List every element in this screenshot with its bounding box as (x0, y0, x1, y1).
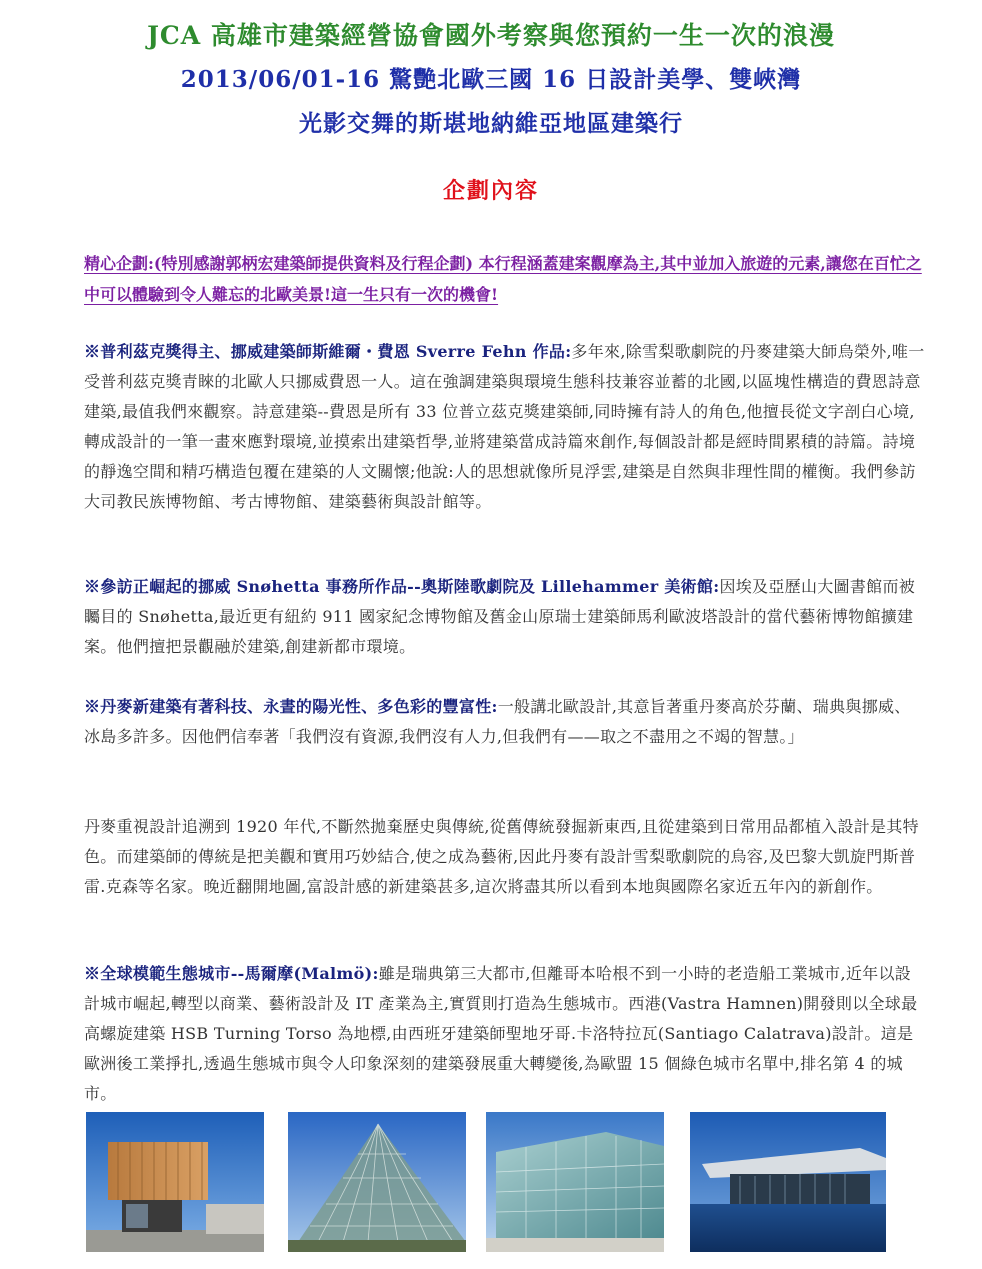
intro-paragraph: 精心企劃:(特別感謝郭柄宏建築師提供資料及行程企劃) 本行程涵蓋建案觀摩為主,其中並加入旅遊的元素,讓您在百忙之中可以體驗到令人難忘的北歐美景!這一生只有一次的機會! (84, 254, 922, 304)
paragraph-body: 一般講北歐設計,其意旨著重丹麥高於芬蘭、瑞典與挪威、冰島多許多。因他們信奉著「我們沒有資源,我們沒有人力,但我們有——取之不盡用之不竭的智慧。」 (84, 697, 911, 746)
photo-wood-museum (86, 1112, 264, 1252)
paragraph-fehn (84, 337, 926, 517)
paragraph-danish-design (84, 692, 926, 752)
paragraph-body: 雖是瑞典第三大都市,但離哥本哈根不到一小時的老造船工業城市,近年以設計城市崛起,轉型以商業、藝術設計及 IT 產業為主,實質則打造為生態城市。西港(Vastra Hamnen)開發則以全球最高螺旋建築 HSB Turning Torso 為地標,由西班牙建築師聖地牙哥.卡洛特拉瓦(Santiago Calatrava)設計。這是歐洲後工業掙扎,透過生態城市與令人印象深刻的建築發展重大轉變後,為歐盟 15 個綠色城市名單中,排名第 4 的城市。 (84, 964, 918, 1103)
title-line-3: 光影交舞的斯堪地納維亞地區建築行 (299, 110, 683, 137)
section-title: 企劃內容 (442, 178, 539, 204)
photo-strip (86, 1112, 886, 1252)
paragraph-lead: ※參訪正崛起的挪威 Snøhetta 事務所作品--奧斯陸歌劇院及 Lillehammer 美術館: (84, 577, 720, 596)
paragraph-snohetta (84, 572, 926, 662)
paragraph-body: 因埃及亞歷山大圖書館而被矚目的 Snøhetta,最近更有紐約 911 國家紀念博物館及舊金山原瑞士建築師馬利歐波塔設計的當代藝術博物館擴建案。他們擅把景觀融於建築,創建新都市環境。 (84, 577, 916, 656)
paragraph-lead: ※全球模範生態城市--馬爾摩(Malmö): (84, 964, 379, 983)
title-line-2: 2013/06/01-16 驚艷北歐三國 16 日設計美學、雙峽灣 (180, 66, 802, 93)
paragraph-body: 多年來,除雪梨歌劇院的丹麥建築大師烏榮外,唯一受普利茲克獎青睞的北歐人只挪威費恩一人。這在強調建築與環境生態科技兼容並蓄的北國,以區塊性構造的費恩詩意建築,最值我們來觀察。詩意建築--費恩是所有 33 位普立茲克獎建築師,同時擁有詩人的角色,他擅長從文字剖白心境,轉成設計的一筆一畫來應對環境,並摸索出建築哲學,並將建築當成詩篇來創作,每個設計都是經時間累積的詩篇。詩境的靜逸空間和精巧構造包覆在建築的人文關懷;他說:人的思想就像所見浮雲,建築是自然與非理性間的權衡。我們參訪大司教民族博物館、考古博物館、建築藝術與設計館等。 (84, 342, 925, 511)
photo-glass-building (486, 1112, 664, 1252)
title-block (0, 14, 982, 146)
paragraph-danish-history (84, 812, 926, 902)
paragraph-lead: ※丹麥新建築有著科技、永晝的陽光性、多色彩的豐富性: (84, 697, 498, 716)
paragraph-lead: ※普利茲克獎得主、挪威建築師斯維爾・費恩 Sverre Fehn 作品: (84, 342, 572, 361)
photo-opera-house (690, 1112, 886, 1252)
title-line-1: JCA 高雄市建築經營協會國外考察與您預約一生一次的浪漫 (147, 21, 835, 50)
paragraph-body: 丹麥重視設計追溯到 1920 年代,不斷然拋棄歷史與傳統,從舊傳統發掘新東西,且從建築到日常用品都植入設計是其特色。而建築師的傳統是把美觀和實用巧妙結合,使之成為藝術,因此丹麥有設計雪梨歌劇院的烏容,及巴黎大凱旋門斯普雷.克森等名家。晚近翻開地圖,富設計感的新建築甚多,這次將盡其所以看到本地與國際名家近五年內的新創作。 (84, 817, 919, 896)
paragraph-malmo (84, 959, 926, 1109)
photo-glass-pyramid (288, 1112, 466, 1252)
